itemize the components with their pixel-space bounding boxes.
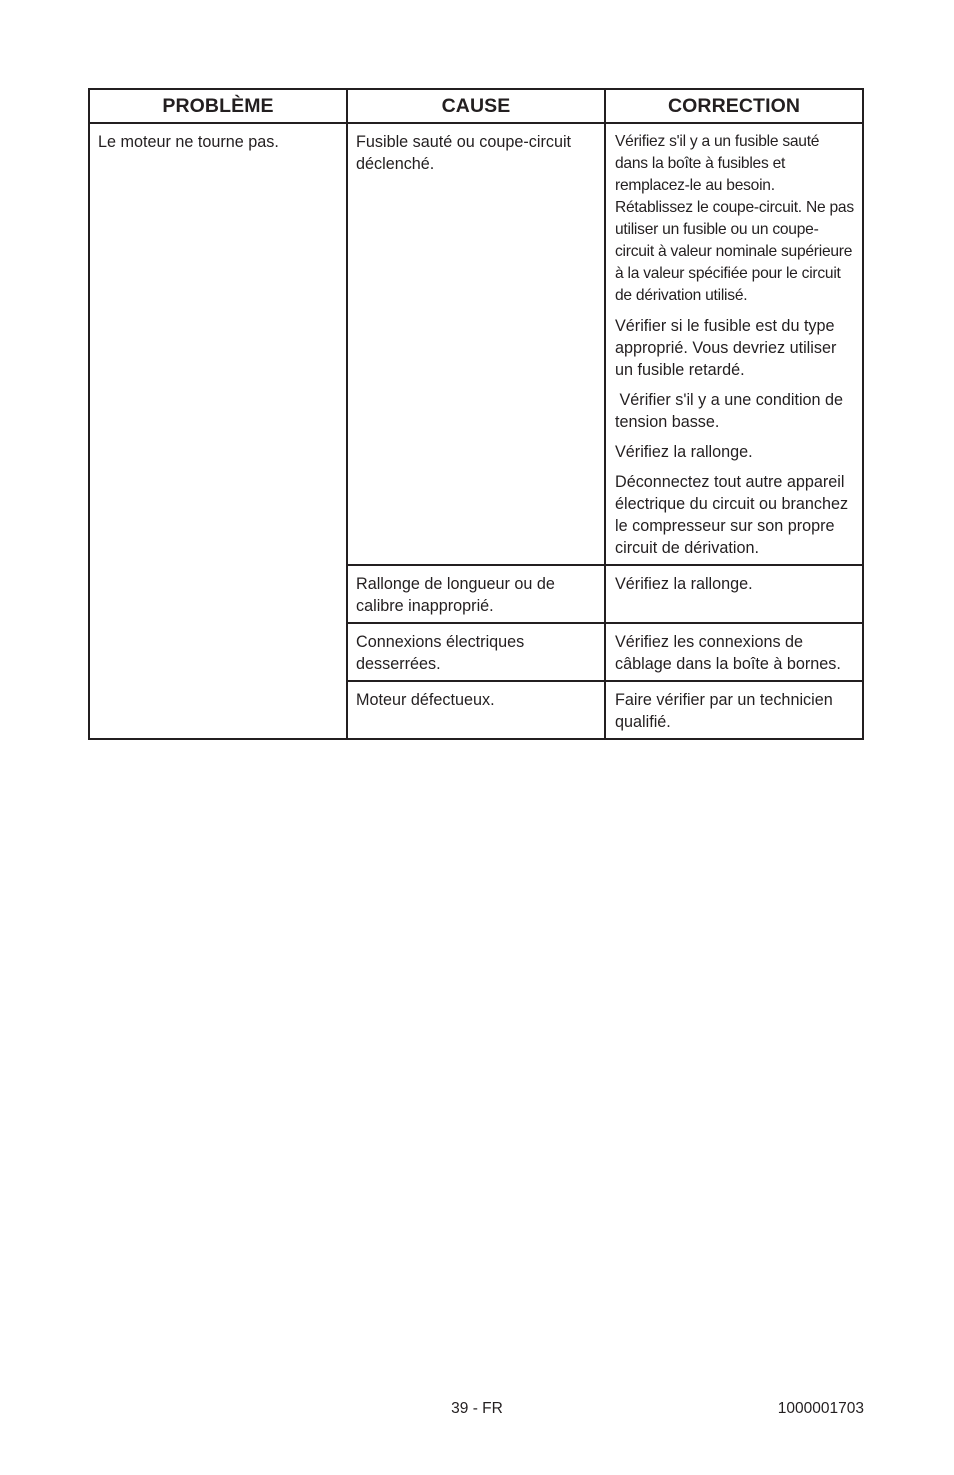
problem-cell: Le moteur ne tourne pas. <box>89 123 347 739</box>
cause-cell: Fusible sauté ou coupe-circuit déclenché. <box>347 123 605 565</box>
table-row <box>89 123 863 565</box>
troubleshooting-table <box>88 88 864 740</box>
correction-cell <box>605 681 863 739</box>
correction-text: Vérifier s'il y a une condition de tension basse. <box>615 391 848 431</box>
correction-text: Vérifiez s'il y a un fusible sauté dans la boîte à fusibles et remplacez-le au besoin. Rétablissez le coupe-circuit. Ne pas utiliser un fusible ou un coupe-circuit à valeur nominale supérieure à la valeur spécifiée pour le circuit de dérivation utilisé. <box>615 133 854 304</box>
correction-cell <box>605 623 863 681</box>
correction-text: Vérifiez les connexions de câblage dans la boîte à bornes. <box>615 633 841 673</box>
correction-text: Vérifiez la rallonge. <box>615 575 753 593</box>
correction-text: Vérifiez la rallonge. <box>615 443 753 461</box>
correction-cell <box>605 123 863 565</box>
header-problem: PROBLÈME <box>89 89 347 123</box>
table-header-row <box>89 89 863 123</box>
cause-cell: Rallonge de longueur ou de calibre inapproprié. <box>347 565 605 623</box>
correction-text: Déconnectez tout autre appareil électrique du circuit ou branchez le compresseur sur son propre circuit de dérivation. <box>615 473 849 557</box>
page-number: 39 - FR <box>451 1400 503 1417</box>
cause-cell: Moteur défectueux. <box>347 681 605 739</box>
document-number: 1000001703 <box>777 1400 864 1417</box>
correction-text: Faire vérifier par un technicien qualifié. <box>615 691 833 731</box>
header-cause: CAUSE <box>347 89 605 123</box>
cause-cell: Connexions électriques desserrées. <box>347 623 605 681</box>
correction-text: Vérifier si le fusible est du type approprié. Vous devriez utiliser un fusible retardé. <box>615 317 841 379</box>
correction-cell <box>605 565 863 623</box>
header-correction: CORRECTION <box>605 89 863 123</box>
